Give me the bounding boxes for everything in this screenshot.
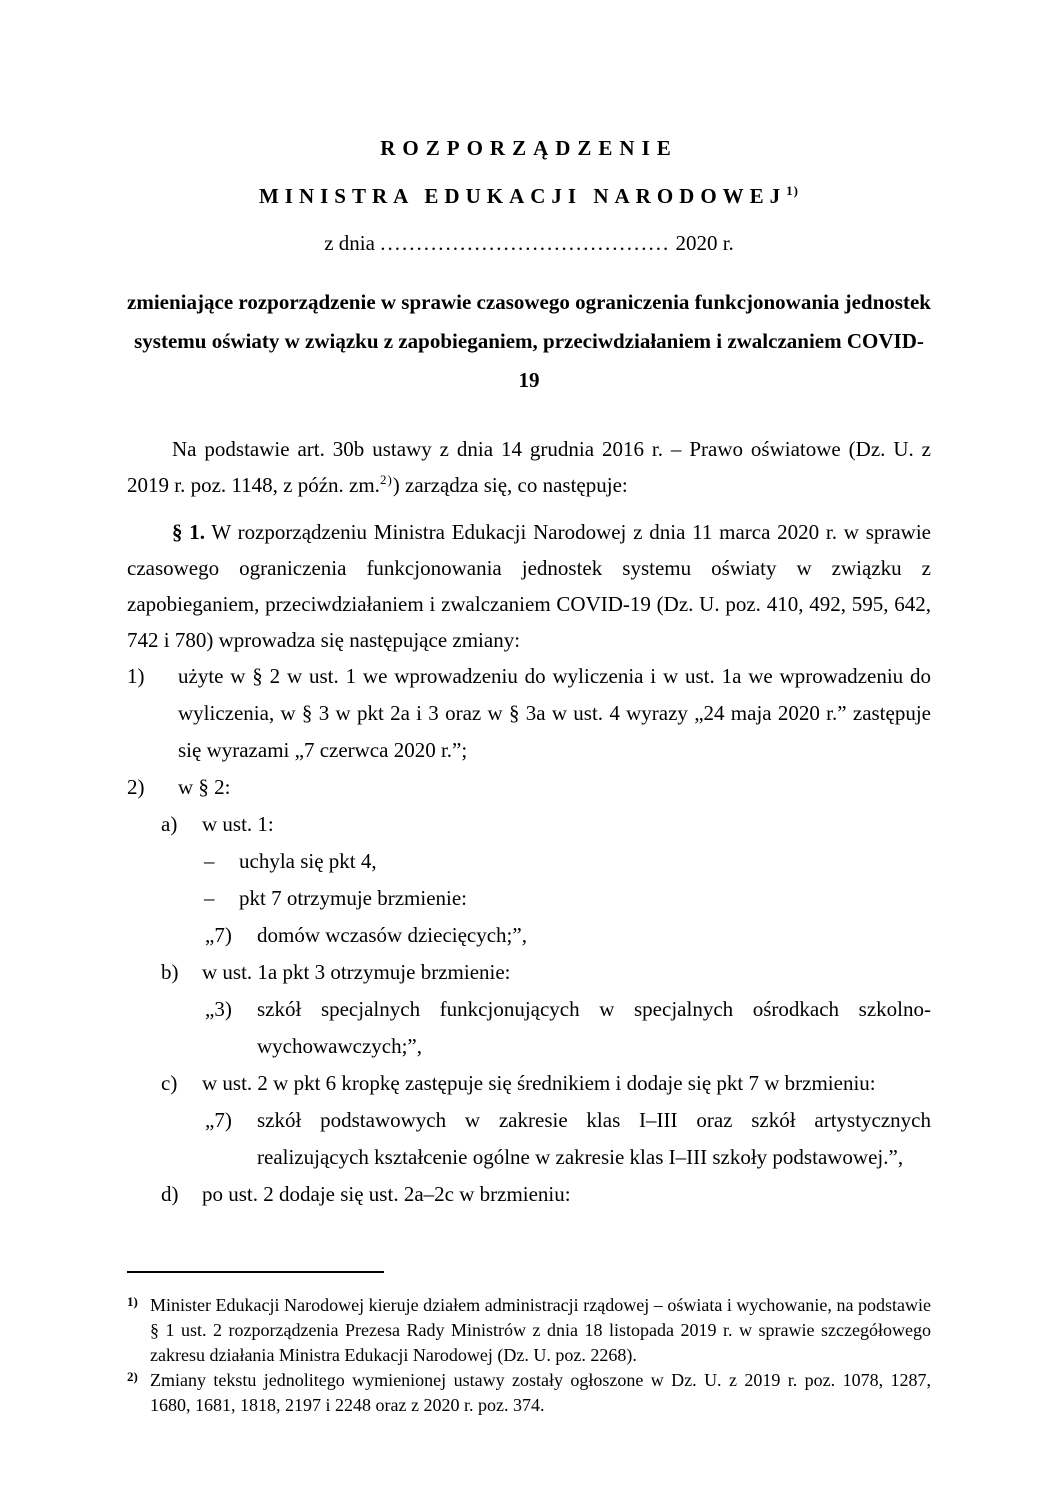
authority-footnote-ref: 1) (786, 183, 800, 198)
amendment-quoted-pkt7-ust1 (205, 917, 931, 954)
amendment-letter-c (161, 1065, 931, 1102)
dash-marker: – (204, 849, 215, 873)
preamble-footnote-ref: 2) (379, 472, 393, 487)
amendment-point-1 (127, 658, 931, 769)
date-line (127, 228, 931, 258)
section-1-text: W rozporządzeniu Ministra Edukacji Narodowej z dnia 11 marca 2020 r. w sprawie czasowego ograniczenia funkcjonowania jednostek systemu oświaty w związku z zapobieganiem, przeciwdziałaniem i zwalczaniem COVID-19 (Dz. U. poz. 410, 492, 595, 642, 742 i 780) wprowadza się następujące zmiany: (127, 520, 931, 652)
amendment-quoted-pkt3 (205, 991, 931, 1065)
amendment-dash-1 (204, 843, 931, 880)
section-1-paragraph (127, 514, 931, 658)
amendments-list (127, 658, 931, 1213)
item-marker: a) (161, 812, 178, 836)
item-text: pkt 7 otrzymuje brzmienie: (239, 886, 468, 910)
doc-type-heading: ROZPORZĄDZENIE (380, 136, 678, 160)
date-prefix: z dnia (324, 231, 375, 255)
item-marker: c) (161, 1071, 178, 1095)
item-text: szkół specjalnych funkcjonujących w specjalnych ośrodkach szkolno-wychowawczych;”, (257, 997, 931, 1058)
authority-name: MINISTRA EDUKACJI NARODOWEJ (258, 184, 787, 208)
quote-marker: „3) (205, 997, 232, 1021)
item-marker: 2) (127, 775, 145, 799)
amendment-letter-b (161, 954, 931, 991)
date-placeholder-dots: ........................................ (380, 231, 671, 255)
footnote-ref: 1) (127, 1294, 138, 1309)
regulation-subject: zmieniające rozporządzenie w sprawie czasowego ograniczenia funkcjonowania jednostek systemu oświaty w związku z zapobieganiem, przeciwdziałaniem i zwalczaniem COVID-19 (127, 290, 931, 392)
item-text: w ust. 1a pkt 3 otrzymuje brzmienie: (202, 960, 511, 984)
item-text: szkół podstawowych w zakresie klas I–III oraz szkół artystycznych realizujących kształcenie ogólne w zakresie klas I–III szkoły podstawowej.”, (257, 1108, 931, 1169)
item-marker: d) (161, 1182, 179, 1206)
dash-marker: – (204, 886, 215, 910)
item-text: użyte w § 2 w ust. 1 we wprowadzeniu do wyliczenia i w ust. 1a we wprowadzeniu do wyliczenia, w § 3 w pkt 2a i 3 oraz w § 3a w ust. 4 wyrazy „24 maja 2020 r.” zastępuje się wyrazami „7 czerwca 2020 r.”; (178, 664, 931, 762)
amendment-quoted-pkt7-ust2 (205, 1102, 931, 1176)
item-text: w ust. 2 w pkt 6 kropkę zastępuje się średnikiem i dodaje się pkt 7 w brzmieniu: (202, 1071, 876, 1095)
footnote-text: Minister Edukacji Narodowej kieruje działem administracji rządowej – oświata i wychowanie, na podstawie § 1 ust. 2 rozporządzenia Prezesa Rady Ministrów z dnia 18 listopada 2019 r. w sprawie szczegółowego zakresu działania Ministra Edukacji Narodowej (Dz. U. poz. 2268). (150, 1295, 931, 1365)
footnote-2 (127, 1368, 931, 1418)
item-text: w ust. 1: (202, 812, 274, 836)
footnotes-section (127, 1293, 931, 1418)
footnote-1 (127, 1293, 931, 1368)
item-text: po ust. 2 dodaje się ust. 2a–2c w brzmieniu: (202, 1182, 571, 1206)
preamble-text-tail: ) zarządza się, co następuje: (392, 473, 628, 497)
footnote-text: Zmiany tekstu jednolitego wymienionej ustawy zostały ogłoszone w Dz. U. z 2019 r. poz. 1078, 1287, 1680, 1681, 1818, 2197 i 2248 oraz z 2020 r. poz. 374. (150, 1370, 931, 1415)
quote-marker: „7) (205, 923, 232, 947)
item-marker: b) (161, 960, 179, 984)
item-text: w § 2: (178, 775, 231, 799)
item-marker: 1) (127, 664, 145, 688)
amendment-point-2 (127, 769, 931, 806)
item-text: domów wczasów dziecięcych;”, (257, 923, 527, 947)
item-text: uchyla się pkt 4, (239, 849, 377, 873)
amendment-letter-a (161, 806, 931, 843)
amendment-letter-d (161, 1176, 931, 1213)
amendment-dash-2 (204, 880, 931, 917)
date-year: 2020 r. (675, 231, 734, 255)
quote-marker: „7) (205, 1108, 232, 1132)
preamble-paragraph (127, 431, 931, 503)
footnote-ref: 2) (127, 1369, 138, 1384)
footnote-separator-rule (127, 1271, 384, 1273)
section-1-label: § 1. (172, 520, 206, 544)
preamble-text: Na podstawie art. 30b ustawy z dnia 14 grudnia 2016 r. – Prawo oświatowe (Dz. U. z 2019 r. poz. 1148, z późn. zm. (127, 437, 931, 497)
authority-heading (127, 181, 931, 211)
